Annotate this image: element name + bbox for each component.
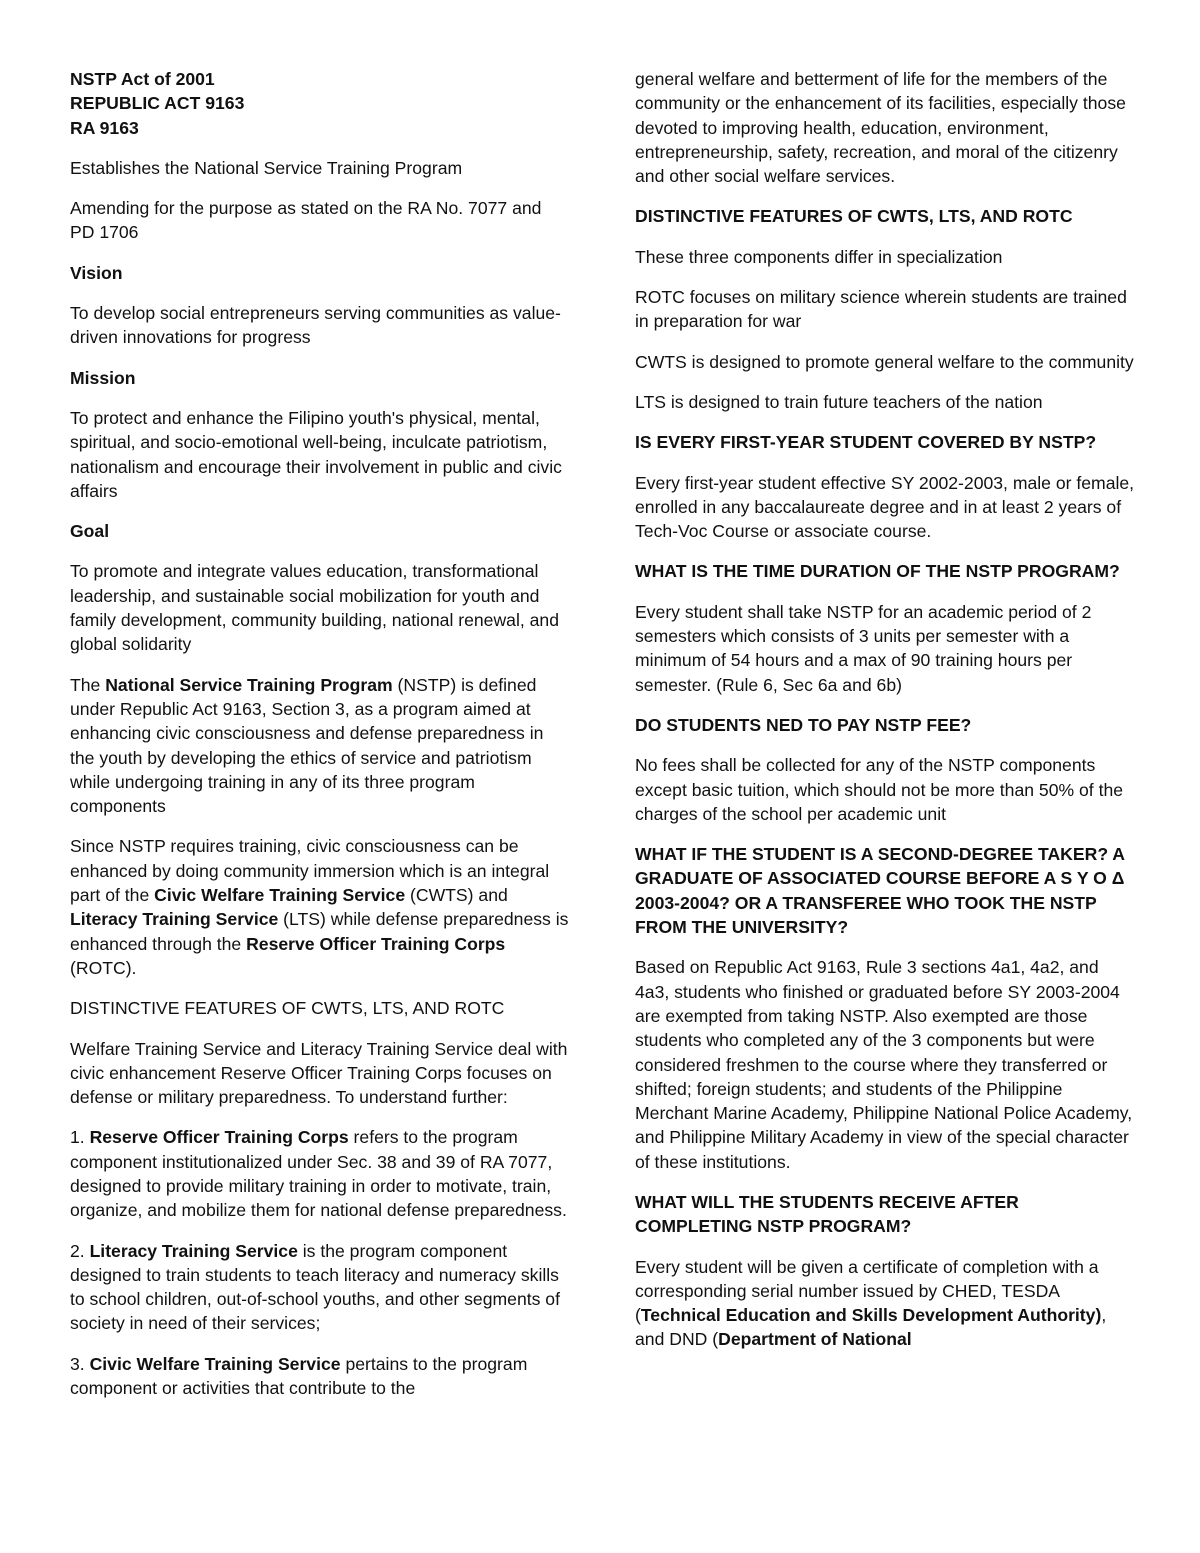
title-line-2: REPUBLIC ACT 9163 (70, 93, 245, 114)
list-item-rotc (70, 1125, 570, 1222)
title-line-1: NSTP Act of 2001 (70, 69, 215, 89)
vision-text: To develop social entrepreneurs serving communities as value-driven innovations for progress (70, 303, 561, 348)
receive-text-1: Every student will be given a certificate of completion with a corresponding serial number issued by CHED, TESDA ( (635, 1256, 1099, 1326)
distinctive-features-plain: DISTINCTIVE FEATURES OF CWTS, LTS, AND ROTC (70, 998, 505, 1019)
second-degree-heading: WHAT IF THE STUDENT IS A SECOND-DEGREE TAKER? A GRADUATE OF ASSOCIATED COURSE BEFORE A S Y O Δ 2003-2004? OR A TRANSFEREE WHO TOOK THE NSTP FROM THE UNIVERSITY? (635, 844, 1125, 938)
nstp-def-bold: National Service Training Program (105, 674, 393, 695)
cwts-design: CWTS is designed to promote general welfare to the community (635, 351, 1134, 372)
list-number: 1. (70, 1127, 90, 1148)
welfare-paragraph: Welfare Training Service and Literacy Training Service deal with civic enhancement Reserve Officer Training Corps focuses on defense or military preparedness. To understand further: (70, 1038, 568, 1108)
cwts-continuation: general welfare and betterment of life for the members of the community or the enhancement of its facilities, especially those devoted to improving health, education, environment, entrepreneurship, safety, recreation, and moral of the citizenry and other social welfare services. (635, 69, 1126, 187)
goal-heading: Goal (70, 521, 110, 542)
list-item-bold: Reserve Officer Training Corps (89, 1127, 349, 1148)
lts-design: LTS is designed to train future teachers of the nation (635, 391, 1043, 412)
list-item-bold: Civic Welfare Training Service (89, 1353, 341, 1374)
distinctive-features-heading: DISTINCTIVE FEATURES OF CWTS, LTS, AND ROTC (635, 206, 1073, 227)
components-differ: These three components differ in specialization (635, 246, 1003, 267)
intro-paragraph-2: Amending for the purpose as stated on the RA No. 7077 and PD 1706 (70, 198, 542, 243)
since-bold-rotc: Reserve Officer Training Corps (246, 933, 506, 954)
since-text-3: (LTS) while defense preparedness is enhanced through the (70, 909, 569, 954)
duration-heading: WHAT IS THE TIME DURATION OF THE NSTP PROGRAM? (635, 561, 1120, 582)
since-paragraph (70, 834, 570, 980)
since-text-4: (ROTC). (70, 957, 137, 978)
nstp-def-text-1: The (70, 674, 106, 695)
receive-heading: WHAT WILL THE STUDENTS RECEIVE AFTER COMPLETING NSTP PROGRAM? (635, 1191, 1019, 1237)
left-column (70, 67, 570, 1416)
mission-text: To protect and enhance the Filipino youth's physical, mental, spiritual, and socio-emotional well-being, inculcate patriotism, nationalism and encourage their involvement in public and civic affairs (70, 407, 562, 501)
since-text-2: (CWTS) and (405, 885, 508, 906)
receive-text (635, 1255, 1135, 1352)
since-bold-cwts: Civic Welfare Training Service (154, 885, 406, 906)
document-title (70, 67, 570, 140)
receive-bold-tesda: Technical Education and Skills Development Authority) (640, 1305, 1102, 1326)
list-item-cwts (70, 1352, 570, 1401)
list-item-text: is the program component designed to train students to teach literacy and numeracy skills to school children, out-of-school youths, and other segments of society in need of their services; (70, 1240, 560, 1334)
rotc-focus: ROTC focuses on military science wherein students are trained in preparation for war (635, 287, 1127, 332)
list-item-text: refers to the program component institutionalized under Sec. 38 and 39 of RA 7077, designed to provide military training in order to motivate, train, organize, and mobilize them for national defense preparedness. (70, 1127, 567, 1221)
nstp-def-text-2: (NSTP) is defined under Republic Act 9163, Section 3, as a program aimed at enhancing civic consciousness and defense preparedness in the youth by developing the ethics of service and patriotism while undergoing training in any of its three program components (70, 674, 544, 817)
title-line-3: RA 9163 (70, 117, 139, 138)
list-number: 3. (70, 1353, 90, 1374)
nstp-definition (70, 673, 570, 819)
duration-text: Every student shall take NSTP for an academic period of 2 semesters which consists of 3 units per semester with a minimum of 54 hours and a max of 90 training hours per semester. (Rule 6, Sec 6a and 6b) (635, 601, 1092, 695)
intro-paragraph-1: Establishes the National Service Training Program (70, 157, 463, 178)
goal-text: To promote and integrate values education, transformational leadership, and sustainable social mobilization for youth and family development, community building, national renewal, and global solidarity (70, 561, 559, 655)
fee-text: No fees shall be collected for any of the NSTP components except basic tuition, which should not be more than 50% of the charges of the school per academic unit (635, 755, 1124, 824)
list-item-text: pertains to the program component or activities that contribute to the (70, 1353, 528, 1399)
vision-heading: Vision (70, 262, 123, 283)
covered-text: Every first-year student effective SY 2002-2003, male or female, enrolled in any baccalaureate degree and in at least 2 years of Tech-Voc Course or associate course. (635, 472, 1135, 542)
fee-heading: DO STUDENTS NED TO PAY NSTP FEE? (635, 714, 972, 735)
list-item-lts (70, 1239, 570, 1336)
since-bold-lts: Literacy Training Service (70, 909, 279, 930)
covered-heading: IS EVERY FIRST-YEAR STUDENT COVERED BY NSTP? (635, 432, 1097, 453)
receive-bold-dnd: Department of National (718, 1329, 912, 1350)
second-degree-text: Based on Republic Act 9163, Rule 3 sections 4a1, 4a2, and 4a3, students who finished or graduated before SY 2003-2004 are exempted from taking NSTP. Also exempted are those students who completed any of the 3 components but were considered freshmen to the course where they transferred or shifted; foreign students; and students of the Philippine Merchant Marine Academy, Philippine National Police Academy, and Philippine Military Academy in view of the special character of these institutions. (635, 957, 1133, 1172)
list-number: 2. (70, 1240, 90, 1261)
right-column (635, 67, 1135, 1368)
receive-text-2: , and DND ( (635, 1305, 1107, 1350)
since-text-1: Since NSTP requires training, civic consciousness can be enhanced by doing community immersion which is an integral part of the (70, 836, 550, 906)
mission-heading: Mission (70, 367, 136, 388)
list-item-bold: Literacy Training Service (89, 1240, 298, 1261)
